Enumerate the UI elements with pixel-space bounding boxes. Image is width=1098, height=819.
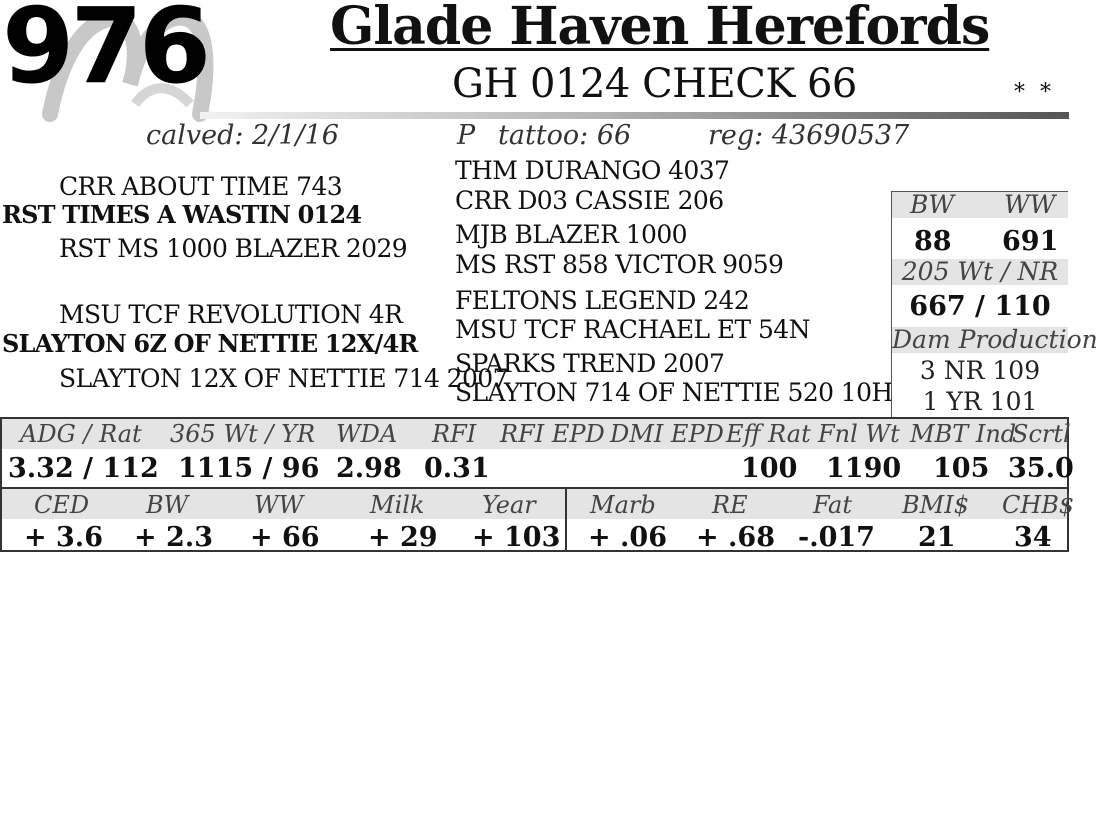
wt205-label: 205 Wt / NR <box>892 259 1068 285</box>
epd-header: Milk <box>370 491 425 519</box>
perf-header: Scrtl <box>1012 420 1071 448</box>
sire: RST TIMES A WASTIN 0124 <box>2 200 362 229</box>
perf-header: Fnl Wt <box>818 420 900 448</box>
epd-header: WW <box>254 491 304 519</box>
epd-value: + .68 <box>696 522 775 553</box>
rating-stars: * * <box>1014 80 1055 105</box>
birth-weight: 88 <box>914 226 952 257</box>
perf-value: 2.98 <box>336 453 402 484</box>
perf-value: 35.0 <box>1008 453 1074 484</box>
epd-header: CED <box>34 491 90 519</box>
dam-dam-dam: SLAYTON 714 OF NETTIE 520 10H <box>455 378 893 407</box>
farm-name: Glade Haven Herefords <box>330 0 990 57</box>
perf-header: MBT Ind <box>910 420 1017 448</box>
epd-value: + 2.3 <box>134 522 213 553</box>
registration-number: reg: 43690537 <box>708 120 910 151</box>
epd-value: + 3.6 <box>24 522 103 553</box>
sire-sire: CRR ABOUT TIME 743 <box>59 172 343 201</box>
epd-value: + .06 <box>588 522 667 553</box>
wt205-value: 667 / 110 <box>909 291 1051 322</box>
perf-header: 365 Wt / YR <box>170 420 316 448</box>
weaning-weight: 691 <box>1002 226 1059 257</box>
dam-sire: MSU TCF REVOLUTION 4R <box>59 300 403 329</box>
epd-value: 34 <box>1014 522 1052 553</box>
dam-production-2: 1 YR 101 <box>922 387 1038 416</box>
epd-header: Fat <box>813 491 852 519</box>
calved-date: calved: 2/1/16 <box>146 120 339 151</box>
animal-name: GH 0124 CHECK 66 <box>452 61 857 107</box>
dam: SLAYTON 6Z OF NETTIE 12X/4R <box>2 329 418 358</box>
epd-value: + 66 <box>250 522 320 553</box>
table-left-border <box>0 417 2 552</box>
tattoo: tattoo: 66 <box>498 120 632 151</box>
perf-header: ADG / Rat <box>20 420 142 448</box>
bw-label: BW <box>910 190 955 219</box>
perf-header: RFI EPD <box>500 420 605 448</box>
perf-value: 1190 <box>826 453 902 484</box>
epd-header: BMI$ <box>902 491 969 519</box>
perf-value: 105 <box>933 453 990 484</box>
perf-header: Eff Rat <box>726 420 811 448</box>
epd-value: -.017 <box>798 522 875 553</box>
epd-header: Marb <box>590 491 656 519</box>
perf-header: DMI EPD <box>610 420 724 448</box>
sire-sire-sire: THM DURANGO 4037 <box>455 156 730 185</box>
header-divider <box>200 112 1069 119</box>
epd-value: 21 <box>918 522 956 553</box>
dam-production-label: Dam Production <box>892 325 1098 354</box>
perf-value: 1115 / 96 <box>178 453 320 484</box>
perf-value: 0.31 <box>424 453 490 484</box>
epd-divider <box>565 488 567 551</box>
perf-header: WDA <box>336 420 398 448</box>
perf-value: 3.32 / 112 <box>8 453 159 484</box>
epd-header: RE <box>712 491 748 519</box>
weights-box <box>891 190 1098 418</box>
bw-ww-header <box>892 192 1068 218</box>
polled-marker: P <box>457 120 476 151</box>
dam-sire-dam: MSU TCF RACHAEL ET 54N <box>455 315 810 344</box>
table-top-border <box>0 417 1069 419</box>
dam-production-1: 3 NR 109 <box>919 356 1041 385</box>
epd-header: Year <box>482 491 536 519</box>
dam-sire-sire: FELTONS LEGEND 242 <box>455 286 750 315</box>
sire-dam-dam: MS RST 858 VICTOR 9059 <box>455 250 784 279</box>
ww-label: WW <box>1004 190 1056 219</box>
perf-header: RFI <box>432 420 477 448</box>
epd-header: BW <box>146 491 189 519</box>
epd-header: CHB$ <box>1002 491 1075 519</box>
dam-dam: SLAYTON 12X OF NETTIE 714 2007 <box>59 364 508 393</box>
dam-dam-sire: SPARKS TREND 2007 <box>455 349 725 378</box>
sire-sire-dam: CRR D03 CASSIE 206 <box>455 186 724 215</box>
sire-dam-sire: MJB BLAZER 1000 <box>455 220 687 249</box>
epd-value: + 103 <box>472 522 561 553</box>
epd-value: + 29 <box>368 522 438 553</box>
perf-value: 100 <box>741 453 798 484</box>
sire-dam: RST MS 1000 BLAZER 2029 <box>59 234 408 263</box>
lot-number: 976 <box>2 0 208 107</box>
